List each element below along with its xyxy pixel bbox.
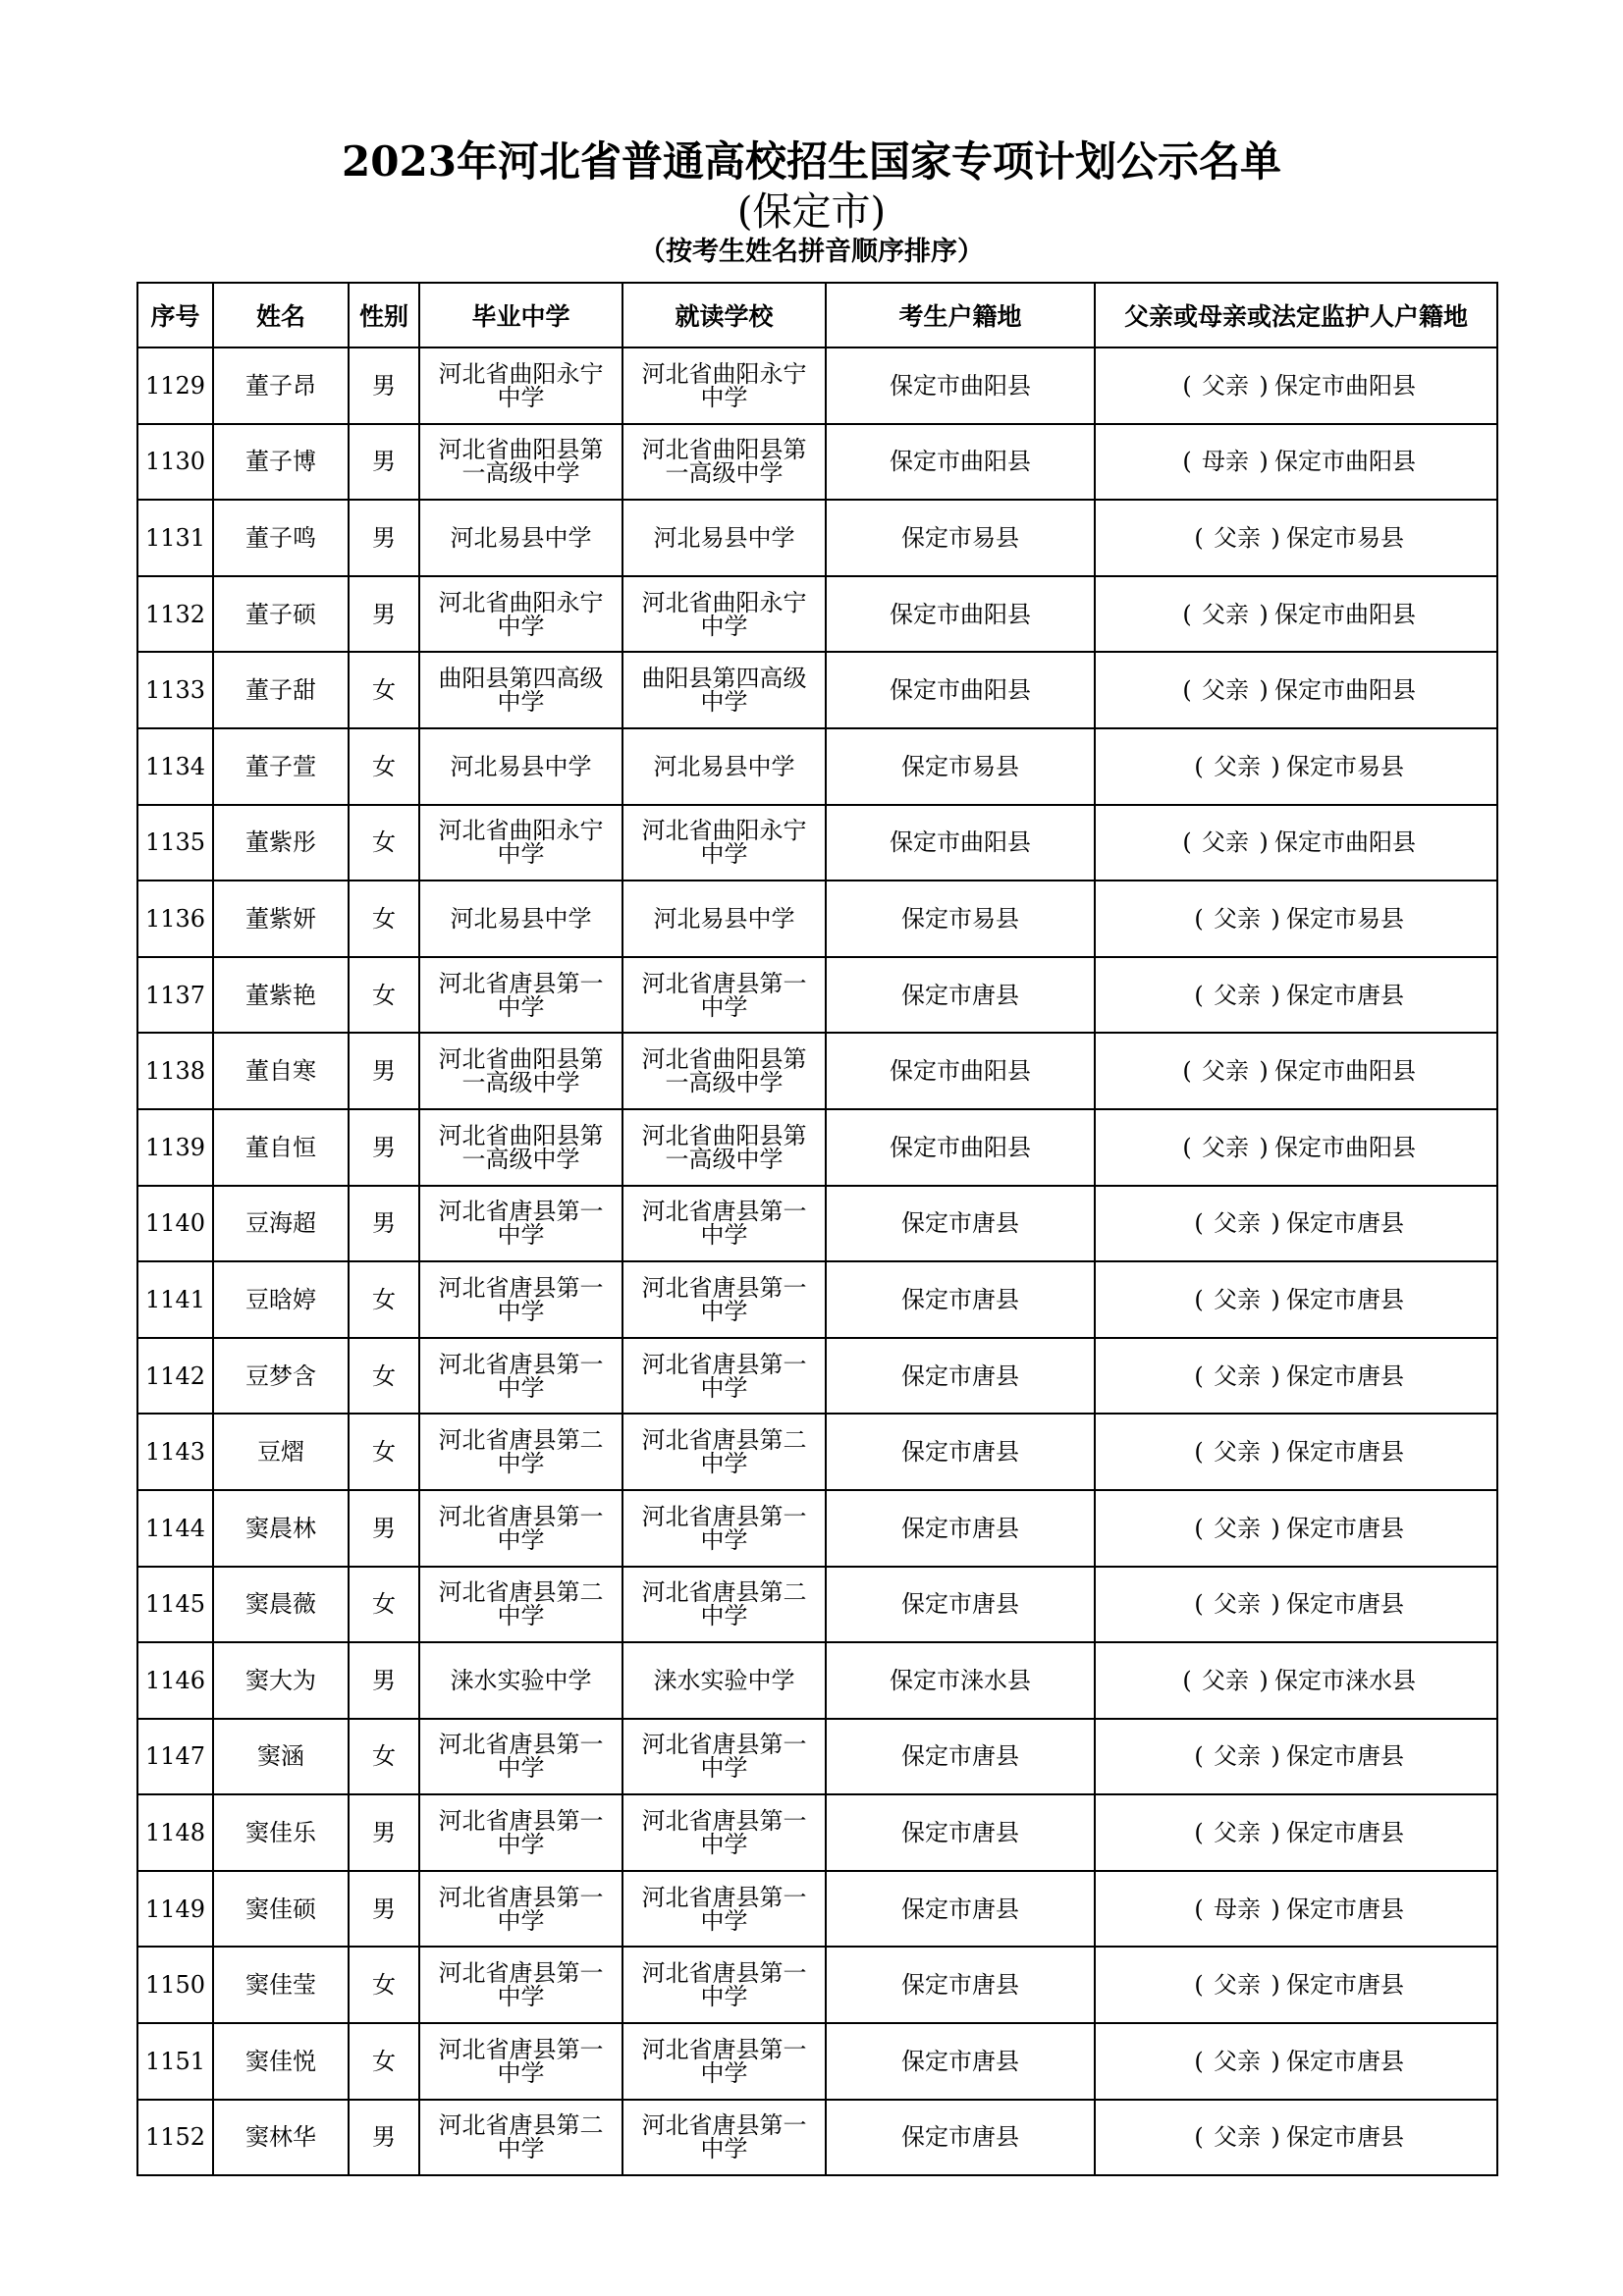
header-parent-hukou: 父亲或母亲或法定监护人户籍地 (1095, 283, 1497, 347)
cell-hukou: 保定市唐县 (826, 1414, 1095, 1490)
cell-study-school: 河北省唐县第一中学 (622, 1719, 826, 1795)
table-row (137, 1947, 1497, 2023)
cell-name: 董子昂 (213, 347, 349, 424)
cell-grad-school: 涞水实验中学 (419, 1642, 622, 1719)
cell-parent-hukou: ( 父亲 ) 保定市曲阳县 (1095, 576, 1497, 653)
parent-place: 保定市曲阳县 (1274, 676, 1416, 705)
cell-grad-school: 河北省唐县第一中学 (419, 1338, 622, 1415)
cell-name: 窦林华 (213, 2100, 349, 2176)
table-row (137, 957, 1497, 1034)
cell-gender: 男 (349, 1642, 419, 1719)
cell-grad-school: 河北省唐县第一中学 (419, 1490, 622, 1567)
cell-parent-hukou: ( 母亲 ) 保定市曲阳县 (1095, 424, 1497, 501)
cell-no: 1143 (137, 1414, 213, 1490)
cell-gender: 男 (349, 500, 419, 576)
cell-no: 1132 (137, 576, 213, 653)
cell-parent-hukou: ( 父亲 ) 保定市唐县 (1095, 957, 1497, 1034)
parent-place: 保定市唐县 (1286, 1285, 1404, 1313)
cell-no: 1141 (137, 1261, 213, 1338)
cell-no: 1136 (137, 881, 213, 957)
cell-no: 1149 (137, 1871, 213, 1948)
cell-no: 1144 (137, 1490, 213, 1567)
cell-parent-hukou: ( 父亲 ) 保定市曲阳县 (1095, 805, 1497, 881)
cell-gender: 女 (349, 881, 419, 957)
cell-study-school: 河北省曲阳县第一高级中学 (622, 424, 826, 501)
cell-no: 1152 (137, 2100, 213, 2176)
parent-relation: 父亲 (1214, 904, 1261, 933)
cell-hukou: 保定市唐县 (826, 1490, 1095, 1567)
cell-gender: 女 (349, 1947, 419, 2023)
cell-grad-school: 河北易县中学 (419, 500, 622, 576)
cell-grad-school: 河北易县中学 (419, 728, 622, 805)
cell-study-school: 河北省曲阳永宁中学 (622, 576, 826, 653)
cell-hukou: 保定市曲阳县 (826, 424, 1095, 501)
cell-name: 董子鸣 (213, 500, 349, 576)
cell-no: 1134 (137, 728, 213, 805)
table-row (137, 576, 1497, 653)
parent-place: 保定市易县 (1286, 752, 1404, 780)
parent-place: 保定市唐县 (1286, 1514, 1404, 1542)
cell-parent-hukou: ( 父亲 ) 保定市唐县 (1095, 2023, 1497, 2100)
parent-relation: 父亲 (1202, 1133, 1249, 1161)
cell-hukou: 保定市唐县 (826, 1567, 1095, 1643)
parent-relation: 父亲 (1202, 371, 1249, 400)
table-row (137, 805, 1497, 881)
cell-study-school: 河北省曲阳县第一高级中学 (622, 1109, 826, 1186)
parent-relation: 父亲 (1214, 1971, 1261, 2000)
cell-grad-school: 河北省唐县第二中学 (419, 1567, 622, 1643)
cell-grad-school: 河北省唐县第一中学 (419, 1871, 622, 1948)
parent-place: 保定市唐县 (1286, 1362, 1404, 1390)
parent-place: 保定市曲阳县 (1274, 448, 1416, 476)
header-hukou: 考生户籍地 (826, 283, 1095, 347)
cell-name: 豆熠 (213, 1414, 349, 1490)
parent-relation: 父亲 (1214, 1209, 1261, 1238)
page-title: 2023年河北省普通高校招生国家专项计划公示名单 (342, 137, 1281, 186)
cell-study-school: 河北易县中学 (622, 881, 826, 957)
cell-parent-hukou: ( 父亲 ) 保定市唐县 (1095, 1414, 1497, 1490)
cell-grad-school: 河北省曲阳县第一高级中学 (419, 424, 622, 501)
parent-relation: 父亲 (1202, 1057, 1249, 1086)
cell-gender: 女 (349, 2023, 419, 2100)
parent-place: 保定市涞水县 (1274, 1666, 1416, 1694)
cell-no: 1148 (137, 1794, 213, 1871)
cell-gender: 男 (349, 1794, 419, 1871)
cell-hukou: 保定市涞水县 (826, 1642, 1095, 1719)
cell-gender: 男 (349, 1109, 419, 1186)
cell-gender: 女 (349, 1719, 419, 1795)
cell-hukou: 保定市曲阳县 (826, 652, 1095, 728)
table-row (137, 1794, 1497, 1871)
cell-no: 1142 (137, 1338, 213, 1415)
cell-study-school: 河北易县中学 (622, 728, 826, 805)
table-row (137, 500, 1497, 576)
cell-gender: 女 (349, 957, 419, 1034)
cell-no: 1151 (137, 2023, 213, 2100)
cell-parent-hukou: ( 母亲 ) 保定市唐县 (1095, 1871, 1497, 1948)
parent-place: 保定市易县 (1286, 523, 1404, 552)
cell-study-school: 河北省唐县第一中学 (622, 1186, 826, 1262)
cell-parent-hukou: ( 父亲 ) 保定市唐县 (1095, 1261, 1497, 1338)
cell-name: 窦佳悦 (213, 2023, 349, 2100)
cell-gender: 女 (349, 1338, 419, 1415)
parent-place: 保定市唐县 (1286, 1895, 1404, 1923)
cell-name: 董紫彤 (213, 805, 349, 881)
table-row (137, 1642, 1497, 1719)
parent-place: 保定市曲阳县 (1274, 371, 1416, 400)
parent-relation: 父亲 (1214, 1514, 1261, 1542)
cell-hukou: 保定市唐县 (826, 957, 1095, 1034)
cell-study-school: 河北省唐县第一中学 (622, 1338, 826, 1415)
cell-hukou: 保定市易县 (826, 728, 1095, 805)
parent-relation: 父亲 (1202, 828, 1249, 857)
cell-name: 窦涵 (213, 1719, 349, 1795)
cell-hukou: 保定市唐县 (826, 1871, 1095, 1948)
cell-grad-school: 河北省唐县第一中学 (419, 957, 622, 1034)
cell-no: 1145 (137, 1567, 213, 1643)
cell-name: 董子硕 (213, 576, 349, 653)
cell-gender: 男 (349, 424, 419, 501)
table-row (137, 881, 1497, 957)
cell-no: 1130 (137, 424, 213, 501)
cell-gender: 男 (349, 576, 419, 653)
cell-study-school: 河北省唐县第一中学 (622, 2100, 826, 2176)
cell-hukou: 保定市唐县 (826, 1261, 1095, 1338)
cell-grad-school: 河北省曲阳永宁中学 (419, 347, 622, 424)
cell-study-school: 涞水实验中学 (622, 1642, 826, 1719)
table-row (137, 1490, 1497, 1567)
parent-place: 保定市唐县 (1286, 1438, 1404, 1467)
cell-parent-hukou: ( 父亲 ) 保定市唐县 (1095, 1794, 1497, 1871)
cell-hukou: 保定市曲阳县 (826, 347, 1095, 424)
cell-hukou: 保定市曲阳县 (826, 1033, 1095, 1109)
cell-grad-school: 河北省唐县第二中学 (419, 2100, 622, 2176)
cell-study-school: 河北省唐县第一中学 (622, 957, 826, 1034)
cell-name: 董自恒 (213, 1109, 349, 1186)
cell-grad-school: 河北易县中学 (419, 881, 622, 957)
cell-parent-hukou: ( 父亲 ) 保定市曲阳县 (1095, 1033, 1497, 1109)
cell-study-school: 河北省唐县第一中学 (622, 2023, 826, 2100)
cell-name: 窦晨薇 (213, 1567, 349, 1643)
cell-grad-school: 河北省唐县第二中学 (419, 1414, 622, 1490)
cell-parent-hukou: ( 父亲 ) 保定市易县 (1095, 500, 1497, 576)
cell-name: 董自寒 (213, 1033, 349, 1109)
cell-grad-school: 河北省唐县第一中学 (419, 2023, 622, 2100)
cell-hukou: 保定市曲阳县 (826, 576, 1095, 653)
cell-name: 董子博 (213, 424, 349, 501)
table-body (137, 347, 1497, 2175)
parent-relation: 父亲 (1214, 1438, 1261, 1467)
cell-hukou: 保定市唐县 (826, 1794, 1095, 1871)
cell-parent-hukou: ( 父亲 ) 保定市曲阳县 (1095, 347, 1497, 424)
cell-parent-hukou: ( 父亲 ) 保定市易县 (1095, 728, 1497, 805)
cell-gender: 女 (349, 728, 419, 805)
table-row (137, 728, 1497, 805)
table-row (137, 2023, 1497, 2100)
cell-hukou: 保定市易县 (826, 500, 1095, 576)
cell-hukou: 保定市曲阳县 (826, 805, 1095, 881)
parent-relation: 父亲 (1214, 1819, 1261, 1847)
parent-place: 保定市曲阳县 (1274, 1133, 1416, 1161)
cell-name: 窦佳乐 (213, 1794, 349, 1871)
parent-place: 保定市唐县 (1286, 1590, 1404, 1619)
cell-parent-hukou: ( 父亲 ) 保定市曲阳县 (1095, 1109, 1497, 1186)
cell-name: 董子萱 (213, 728, 349, 805)
cell-parent-hukou: ( 父亲 ) 保定市唐县 (1095, 1186, 1497, 1262)
cell-no: 1129 (137, 347, 213, 424)
table-row (137, 1109, 1497, 1186)
cell-no: 1140 (137, 1186, 213, 1262)
parent-relation: 父亲 (1214, 981, 1261, 1009)
cell-study-school: 曲阳县第四高级中学 (622, 652, 826, 728)
cell-hukou: 保定市唐县 (826, 1186, 1095, 1262)
cell-gender: 女 (349, 1414, 419, 1490)
cell-no: 1133 (137, 652, 213, 728)
table-header-row (137, 283, 1497, 347)
table-row (137, 347, 1497, 424)
parent-relation: 父亲 (1202, 1666, 1249, 1694)
cell-grad-school: 河北省唐县第一中学 (419, 1794, 622, 1871)
cell-study-school: 河北易县中学 (622, 500, 826, 576)
cell-study-school: 河北省曲阳县第一高级中学 (622, 1033, 826, 1109)
cell-name: 豆梦含 (213, 1338, 349, 1415)
cell-hukou: 保定市曲阳县 (826, 1109, 1095, 1186)
cell-gender: 女 (349, 1261, 419, 1338)
parent-relation: 母亲 (1202, 448, 1249, 476)
cell-parent-hukou: ( 父亲 ) 保定市唐县 (1095, 1567, 1497, 1643)
table-row (137, 1186, 1497, 1262)
cell-name: 豆晗婷 (213, 1261, 349, 1338)
parent-relation: 父亲 (1214, 1362, 1261, 1390)
cell-study-school: 河北省唐县第一中学 (622, 1871, 826, 1948)
table-row (137, 1338, 1497, 1415)
parent-relation: 父亲 (1214, 2047, 1261, 2075)
cell-parent-hukou: ( 父亲 ) 保定市曲阳县 (1095, 652, 1497, 728)
table-row (137, 1871, 1497, 1948)
header-no: 序号 (137, 283, 213, 347)
cell-hukou: 保定市唐县 (826, 1947, 1095, 2023)
cell-study-school: 河北省曲阳永宁中学 (622, 347, 826, 424)
header-grad-school: 毕业中学 (419, 283, 622, 347)
cell-grad-school: 河北省曲阳永宁中学 (419, 805, 622, 881)
cell-study-school: 河北省唐县第一中学 (622, 1794, 826, 1871)
table-row (137, 1261, 1497, 1338)
parent-relation: 父亲 (1214, 1590, 1261, 1619)
cell-name: 董紫妍 (213, 881, 349, 957)
parent-place: 保定市唐县 (1286, 2047, 1404, 2075)
parent-place: 保定市曲阳县 (1274, 1057, 1416, 1086)
table-row (137, 2100, 1497, 2176)
cell-study-school: 河北省唐县第二中学 (622, 1414, 826, 1490)
cell-name: 窦晨林 (213, 1490, 349, 1567)
cell-hukou: 保定市唐县 (826, 2023, 1095, 2100)
parent-place: 保定市唐县 (1286, 1971, 1404, 2000)
cell-name: 窦佳硕 (213, 1871, 349, 1948)
table-row (137, 652, 1497, 728)
parent-relation: 父亲 (1214, 1742, 1261, 1771)
cell-no: 1137 (137, 957, 213, 1034)
parent-place: 保定市唐县 (1286, 1209, 1404, 1238)
cell-study-school: 河北省唐县第二中学 (622, 1567, 826, 1643)
table-row (137, 1414, 1497, 1490)
header-gender: 性别 (349, 283, 419, 347)
cell-study-school: 河北省唐县第一中学 (622, 1947, 826, 2023)
parent-relation: 父亲 (1214, 752, 1261, 780)
cell-hukou: 保定市易县 (826, 881, 1095, 957)
cell-no: 1150 (137, 1947, 213, 2023)
parent-relation: 父亲 (1214, 523, 1261, 552)
cell-hukou: 保定市唐县 (826, 2100, 1095, 2176)
cell-hukou: 保定市唐县 (826, 1719, 1095, 1795)
cell-grad-school: 河北省唐县第一中学 (419, 1719, 622, 1795)
cell-grad-school: 河北省唐县第一中学 (419, 1947, 622, 2023)
cell-parent-hukou: ( 父亲 ) 保定市唐县 (1095, 1947, 1497, 2023)
cell-parent-hukou: ( 父亲 ) 保定市唐县 (1095, 2100, 1497, 2176)
cell-parent-hukou: ( 父亲 ) 保定市易县 (1095, 881, 1497, 957)
parent-place: 保定市曲阳县 (1274, 828, 1416, 857)
cell-name: 董紫艳 (213, 957, 349, 1034)
cell-gender: 男 (349, 1033, 419, 1109)
cell-hukou: 保定市唐县 (826, 1338, 1095, 1415)
table-row (137, 1033, 1497, 1109)
cell-name: 窦佳莹 (213, 1947, 349, 2023)
cell-parent-hukou: ( 父亲 ) 保定市唐县 (1095, 1719, 1497, 1795)
parent-place: 保定市易县 (1286, 904, 1404, 933)
cell-name: 董子甜 (213, 652, 349, 728)
cell-gender: 女 (349, 652, 419, 728)
cell-grad-school: 河北省曲阳县第一高级中学 (419, 1109, 622, 1186)
cell-gender: 男 (349, 1871, 419, 1948)
cell-name: 窦大为 (213, 1642, 349, 1719)
page-subtitle: (保定市) (736, 189, 887, 235)
cell-grad-school: 曲阳县第四高级中学 (419, 652, 622, 728)
table-row (137, 1567, 1497, 1643)
parent-relation: 父亲 (1202, 676, 1249, 705)
table-row (137, 424, 1497, 501)
parent-relation: 父亲 (1202, 600, 1249, 628)
cell-gender: 男 (349, 1490, 419, 1567)
cell-grad-school: 河北省唐县第一中学 (419, 1261, 622, 1338)
parent-place: 保定市唐县 (1286, 1819, 1404, 1847)
parent-place: 保定市唐县 (1286, 981, 1404, 1009)
cell-study-school: 河北省唐县第一中学 (622, 1261, 826, 1338)
cell-name: 豆海超 (213, 1186, 349, 1262)
parent-relation: 母亲 (1214, 1895, 1261, 1923)
sort-note: （按考生姓名拼音顺序排序） (639, 237, 984, 267)
cell-no: 1135 (137, 805, 213, 881)
cell-study-school: 河北省曲阳永宁中学 (622, 805, 826, 881)
cell-parent-hukou: ( 父亲 ) 保定市唐县 (1095, 1338, 1497, 1415)
table-row (137, 1719, 1497, 1795)
cell-gender: 女 (349, 1567, 419, 1643)
cell-parent-hukou: ( 父亲 ) 保定市唐县 (1095, 1490, 1497, 1567)
cell-no: 1138 (137, 1033, 213, 1109)
cell-gender: 男 (349, 1186, 419, 1262)
cell-gender: 女 (349, 805, 419, 881)
cell-grad-school: 河北省曲阳县第一高级中学 (419, 1033, 622, 1109)
cell-grad-school: 河北省曲阳永宁中学 (419, 576, 622, 653)
cell-grad-school: 河北省唐县第一中学 (419, 1186, 622, 1262)
parent-place: 保定市唐县 (1286, 2123, 1404, 2152)
parent-place: 保定市曲阳县 (1274, 600, 1416, 628)
roster-table (136, 282, 1498, 2176)
parent-place: 保定市唐县 (1286, 1742, 1404, 1771)
cell-parent-hukou: ( 父亲 ) 保定市涞水县 (1095, 1642, 1497, 1719)
cell-study-school: 河北省唐县第一中学 (622, 1490, 826, 1567)
cell-no: 1147 (137, 1719, 213, 1795)
cell-no: 1131 (137, 500, 213, 576)
parent-relation: 父亲 (1214, 1285, 1261, 1313)
cell-gender: 男 (349, 2100, 419, 2176)
cell-gender: 男 (349, 347, 419, 424)
header-name: 姓名 (213, 283, 349, 347)
header-study-school: 就读学校 (622, 283, 826, 347)
cell-no: 1139 (137, 1109, 213, 1186)
cell-no: 1146 (137, 1642, 213, 1719)
parent-relation: 父亲 (1214, 2123, 1261, 2152)
